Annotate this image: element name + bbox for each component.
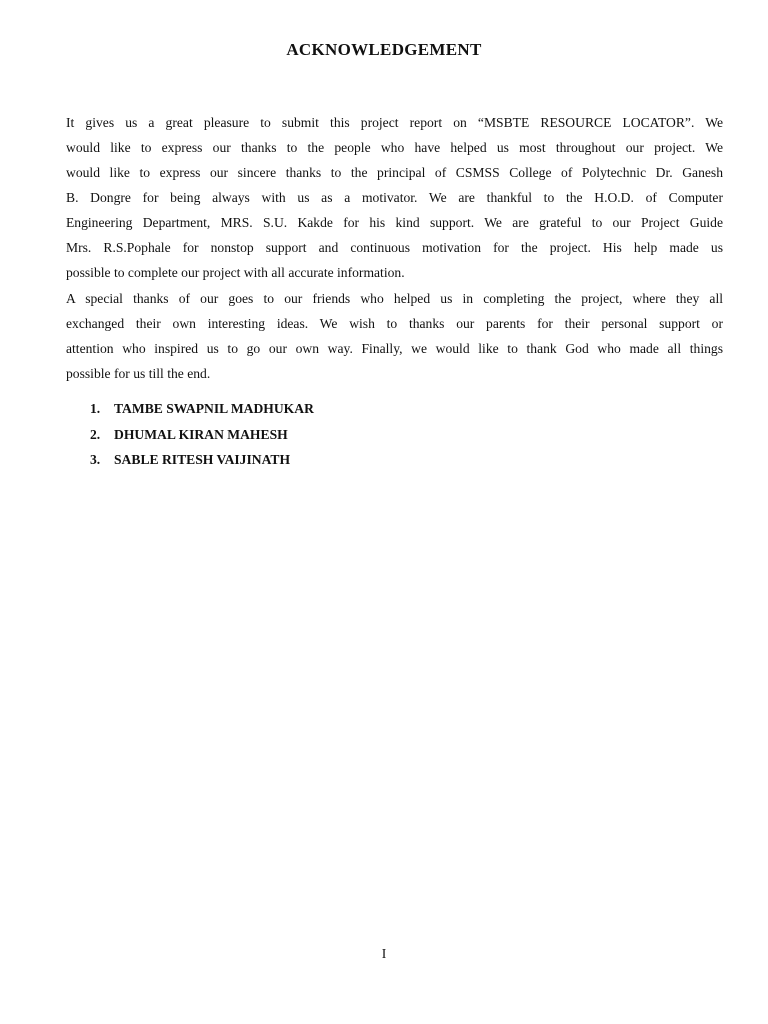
paragraph-line: would like to express our sincere thanks to the principal of CSMSS College of Polytechnic Dr. Ganesh [66, 165, 723, 180]
member-name: DHUMAL KIRAN MAHESH [114, 426, 288, 442]
paragraph-line: A special thanks of our goes to our friends who helped us in completing the project, where they all [66, 291, 723, 306]
list-item [90, 452, 314, 478]
team-members-list [90, 401, 314, 478]
paragraph-line: Mrs. R.S.Pophale for nonstop support and continuous motivation for the project. His help made us [66, 240, 723, 255]
member-name: TAMBE SWAPNIL MADHUKAR [114, 401, 314, 416]
page-title: ACKNOWLEDGEMENT [286, 40, 482, 59]
list-item [90, 401, 314, 427]
paragraph-line: Engineering Department, MRS. S.U. Kakde for his kind support. We are grateful to our Project Guide [66, 215, 723, 230]
list-item-number: 1. [90, 401, 101, 416]
list-item [90, 427, 314, 453]
paragraph-line: B. Dongre for being always with us as a motivator. We are thankful to the H.O.D. of Computer [66, 190, 723, 205]
paragraph-line: attention who inspired us to go our own way. Finally, we would like to thank God who made all things [66, 341, 723, 356]
page-number: I [381, 946, 387, 961]
paragraph-line: would like to express our thanks to the people who have helped us most throughout our project. We [66, 140, 723, 155]
list-item-number: 2. [90, 426, 101, 442]
paragraph-line: exchanged their own interesting ideas. We wish to thanks our parents for their personal support or [66, 316, 723, 331]
paragraph-line: possible to complete our project with all accurate information. [66, 265, 405, 280]
list-item-number: 3. [90, 452, 101, 467]
paragraph-line: possible for us till the end. [66, 366, 211, 381]
member-name: SABLE RITESH VAIJINATH [114, 452, 291, 467]
paragraph-line: It gives us a great pleasure to submit this project report on “MSBTE RESOURCE LOCATOR”. We [66, 115, 723, 130]
